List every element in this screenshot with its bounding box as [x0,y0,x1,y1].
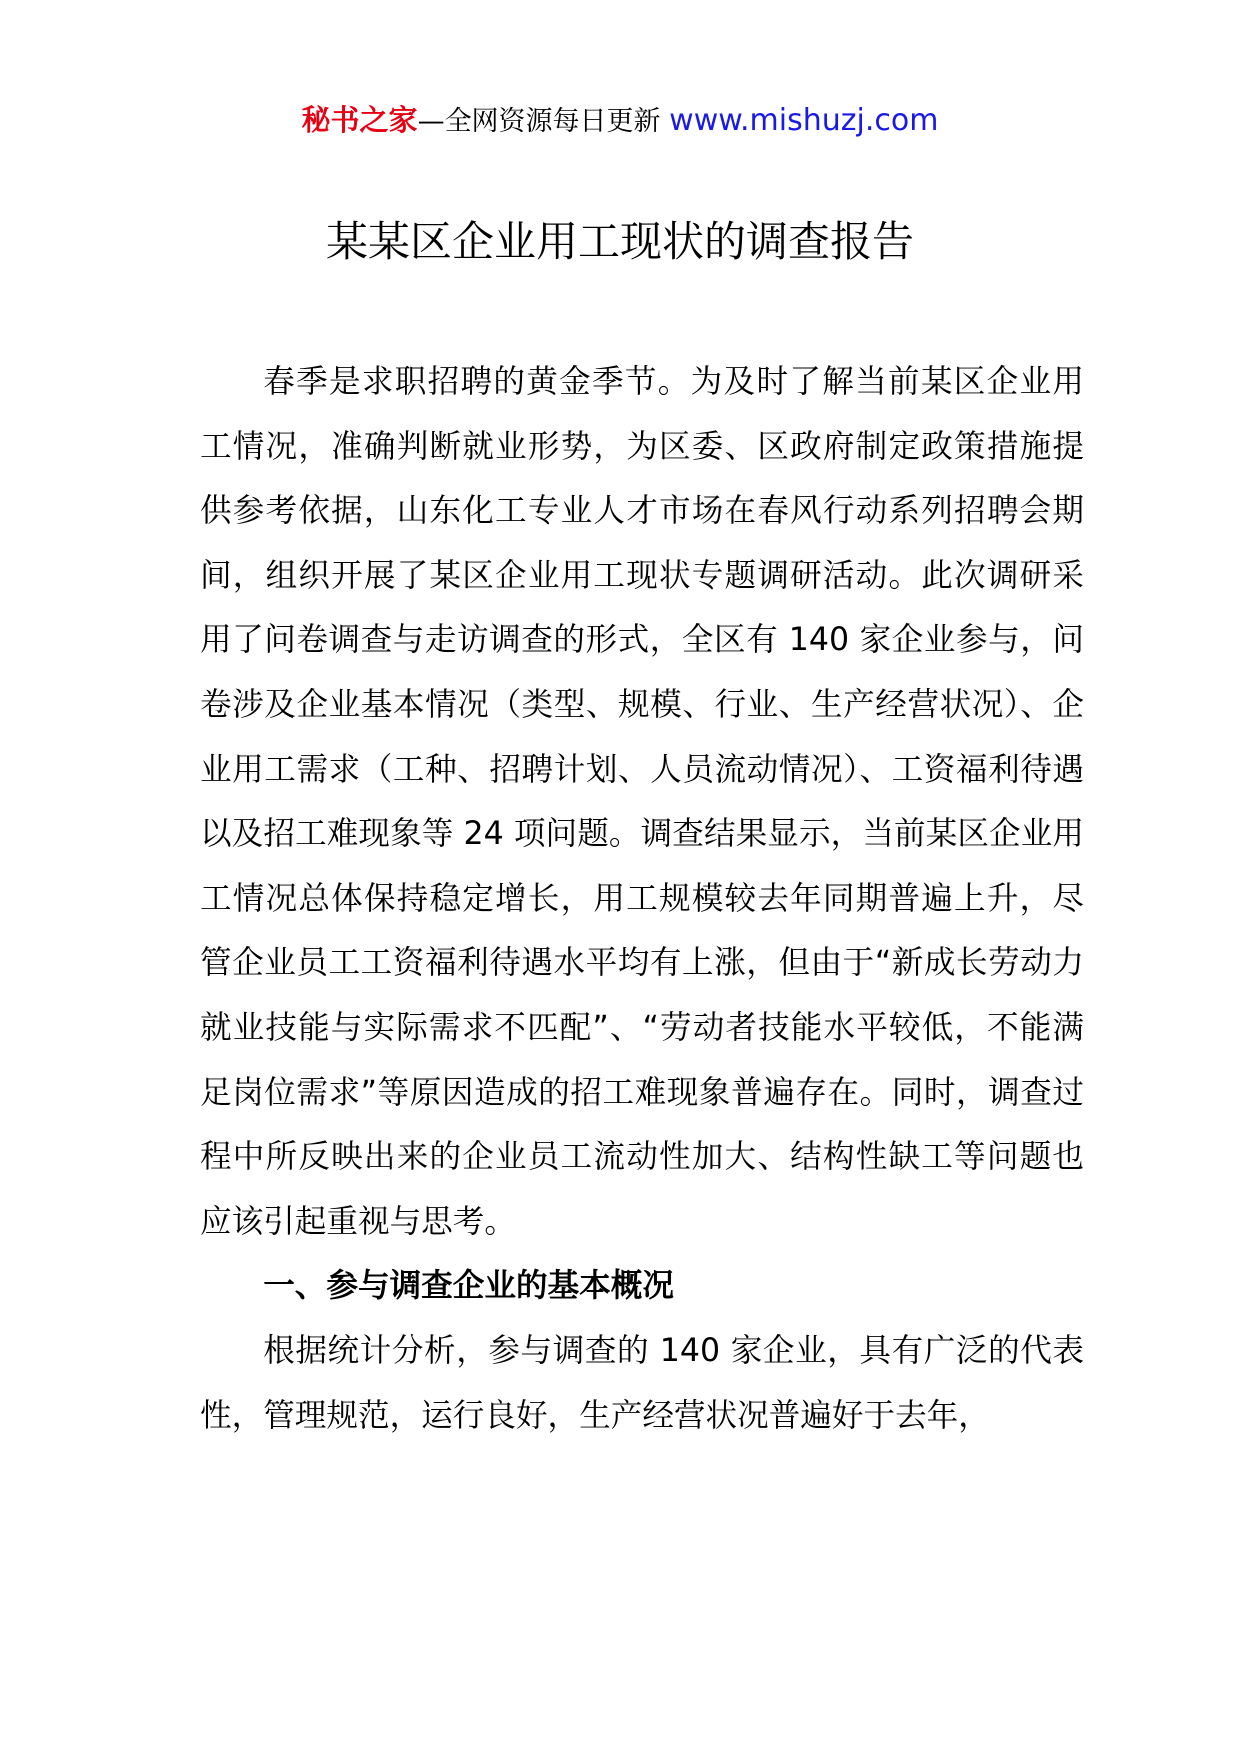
document-body [200,350,1084,1448]
header-tagline: —全网资源每日更新 [417,106,661,137]
document-title: 某某区企业用工现状的调查报告 [325,217,914,266]
section-paragraph: 根据统计分析，参与调查的 140 家企业，具有广泛的代表性，管理规范，运行良好，生产经营状况普遍好于去年， [200,1332,1084,1434]
site-url-link[interactable]: www.mishuzj.com [669,103,939,138]
site-header [0,100,1240,142]
section-heading: 一、参与调查企业的基本概况 [263,1268,674,1305]
brand-name: 秘书之家 [301,103,418,137]
intro-paragraph: 春季是求职招聘的黄金季节。为及时了解当前某区企业用工情况，准确判断就业形势，为区委、区政府制定政策措施提供参考依据，山东化工专业人才市场在春风行动系列招聘会期间，组织开展了某区企业用工现状专题调研活动。此次调研采用了问卷调查与走访调查的形式，全区有 140 家企业参与，问卷涉及企业基本情况（类型、规模、行业、生产经营状况）、企业用工需求（工种、招聘计划、人员流动情况）、工资福利待遇以及招工难现象等 24 项问题。调查结果显示，当前某区企业用工情况总体保持稳定增长，用工规模较去年同期普遍上升，尽管企业员工工资福利待遇水平均有上涨，但由于“新成长劳动力就业技能与实际需求不匹配”、“劳动者技能水平较低，不能满足岗位需求”等原因造成的招工难现象普遍存在。同时，调查过程中所反映出来的企业员工流动性加大、结构性缺工等问题也应该引起重视与思考。 [200,364,1084,1240]
